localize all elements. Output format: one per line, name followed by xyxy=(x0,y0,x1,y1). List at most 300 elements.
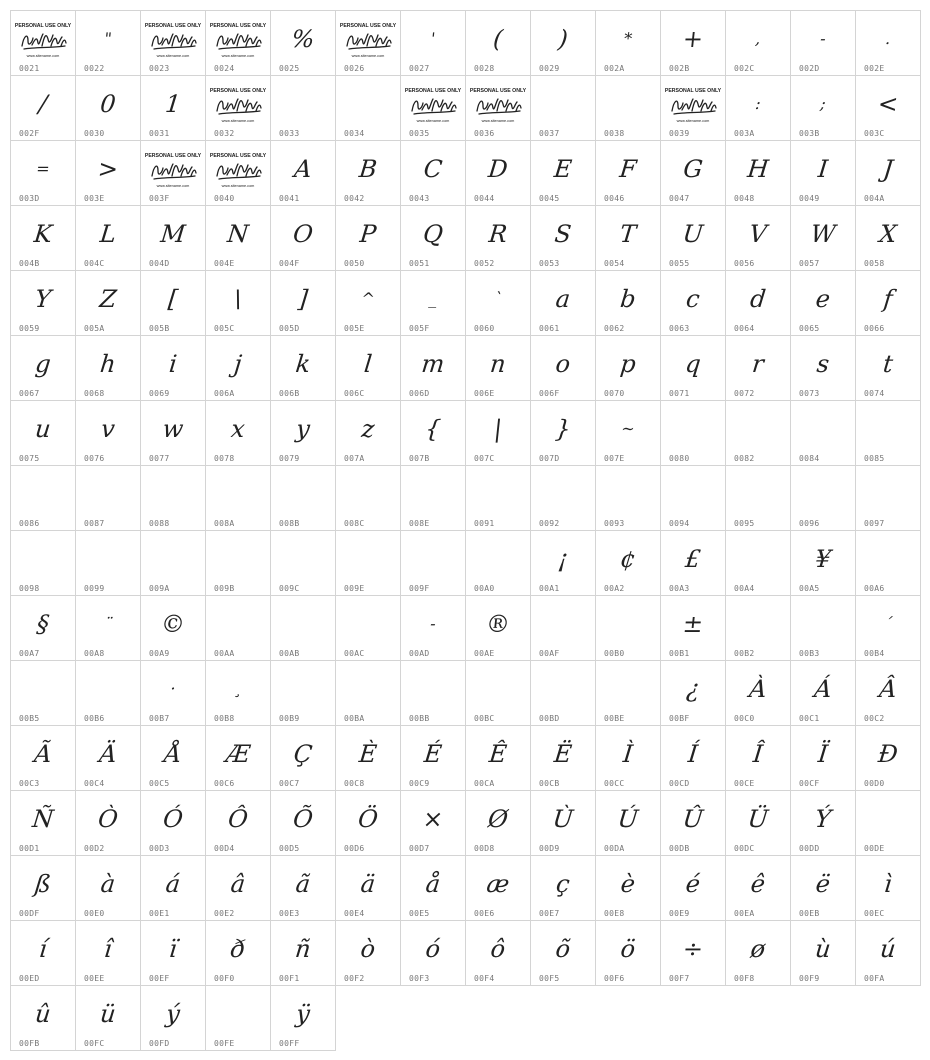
glyph-cell xyxy=(595,140,661,206)
glyph-sample: Æ xyxy=(224,740,252,768)
glyph-code-label: 00FB xyxy=(19,1039,40,1048)
glyph-code-label: 00EE xyxy=(84,974,105,983)
glyph-sample xyxy=(74,472,143,516)
glyph-sample: i xyxy=(167,350,179,378)
glyph-sample xyxy=(9,472,78,516)
glyph-code-label: 00D2 xyxy=(84,844,105,853)
glyph-code-label: 0099 xyxy=(84,584,105,593)
glyph-code-label: 00E2 xyxy=(214,909,235,918)
glyph-code-label: 0049 xyxy=(799,194,820,203)
glyph-cell xyxy=(790,595,856,661)
glyph-cell xyxy=(10,10,76,76)
glyph-sample: Ë xyxy=(552,740,574,768)
glyph-code-label: 009B xyxy=(214,584,235,593)
glyph-cell xyxy=(660,400,726,466)
glyph-cell xyxy=(790,660,856,726)
glyph-cell xyxy=(595,400,661,466)
glyph-cell xyxy=(75,205,141,271)
watermark-stamp xyxy=(210,84,266,124)
glyph-code-label: 0082 xyxy=(734,454,755,463)
glyph-code-label: 0045 xyxy=(539,194,560,203)
glyph-cell xyxy=(790,10,856,76)
glyph-cell xyxy=(725,400,791,466)
glyph-sample: , xyxy=(754,29,762,48)
glyph-cell xyxy=(530,10,596,76)
glyph-code-label: 0094 xyxy=(669,519,690,528)
glyph-cell xyxy=(660,75,726,141)
glyph-cell xyxy=(270,985,336,1051)
glyph-code-label: 002A xyxy=(604,64,625,73)
glyph-cell xyxy=(140,10,206,76)
glyph-cell xyxy=(335,270,401,336)
glyph-code-label: 0079 xyxy=(279,454,300,463)
glyph-cell xyxy=(855,10,921,76)
glyph-cell xyxy=(465,205,531,271)
glyph-cell xyxy=(75,725,141,791)
glyph-cell xyxy=(205,205,271,271)
glyph-sample: 0 xyxy=(98,90,118,118)
glyph-sample xyxy=(334,537,403,581)
watermark-line2: www.sitename.com xyxy=(221,184,255,188)
glyph-code-label: 0091 xyxy=(474,519,495,528)
glyph-cell xyxy=(10,335,76,401)
glyph-code-label: 009A xyxy=(149,584,170,593)
glyph-cell xyxy=(10,660,76,726)
glyph-cell xyxy=(855,660,921,726)
glyph-code-label: 0050 xyxy=(344,259,365,268)
glyph-code-label: 00C1 xyxy=(799,714,820,723)
glyph-cell xyxy=(335,140,401,206)
glyph-code-label: 00A6 xyxy=(864,584,885,593)
glyph-sample: t xyxy=(881,350,895,378)
glyph-code-label: 0040 xyxy=(214,194,235,203)
glyph-cell xyxy=(855,205,921,271)
glyph-cell xyxy=(855,465,921,531)
glyph-code-label: 0095 xyxy=(734,519,755,528)
glyph-sample xyxy=(204,992,273,1036)
glyph-sample xyxy=(74,667,143,711)
watermark-line2: www.sitename.com xyxy=(351,54,385,58)
glyph-grid xyxy=(10,10,920,1050)
glyph-cell xyxy=(660,920,726,986)
glyph-code-label: 003C xyxy=(864,129,885,138)
glyph-sample: ð xyxy=(229,935,247,963)
glyph-sample xyxy=(399,472,468,516)
glyph-sample xyxy=(204,472,273,516)
glyph-sample: v xyxy=(99,415,117,443)
glyph-cell xyxy=(10,400,76,466)
glyph-code-label: 00D9 xyxy=(539,844,560,853)
glyph-code-label: 0068 xyxy=(84,389,105,398)
glyph-cell xyxy=(595,595,661,661)
glyph-cell xyxy=(205,790,271,856)
glyph-cell xyxy=(75,465,141,531)
glyph-sample: Q xyxy=(421,220,445,248)
glyph-cell xyxy=(400,75,466,141)
glyph-sample: T xyxy=(618,220,638,248)
glyph-code-label: 00ED xyxy=(19,974,40,983)
glyph-cell xyxy=(140,985,206,1051)
glyph-cell xyxy=(660,595,726,661)
glyph-sample: ú xyxy=(878,935,898,963)
glyph-cell xyxy=(530,855,596,921)
glyph-cell xyxy=(790,530,856,596)
glyph-code-label: 0056 xyxy=(734,259,755,268)
glyph-sample: Ì xyxy=(621,740,635,768)
glyph-cell xyxy=(855,595,921,661)
glyph-cell xyxy=(465,10,531,76)
glyph-code-label: 00B8 xyxy=(214,714,235,723)
watermark-stamp xyxy=(340,19,396,59)
glyph-sample: O xyxy=(291,220,315,248)
glyph-sample: ´ xyxy=(883,614,894,633)
glyph-code-label: 006B xyxy=(279,389,300,398)
glyph-sample xyxy=(269,602,338,646)
glyph-sample: ¢ xyxy=(618,545,638,573)
glyph-cell xyxy=(270,660,336,726)
glyph-cell xyxy=(140,725,206,791)
glyph-code-label: 005A xyxy=(84,324,105,333)
glyph-cell xyxy=(205,920,271,986)
glyph-cell xyxy=(335,790,401,856)
glyph-cell xyxy=(855,75,921,141)
glyph-cell xyxy=(465,75,531,141)
glyph-cell xyxy=(75,985,141,1051)
glyph-sample xyxy=(204,537,273,581)
glyph-code-label: 007A xyxy=(344,454,365,463)
glyph-cell xyxy=(725,530,791,596)
glyph-sample: % xyxy=(290,25,316,53)
glyph-sample: ) xyxy=(556,25,570,53)
glyph-cell xyxy=(270,400,336,466)
glyph-sample xyxy=(9,537,78,581)
glyph-cell xyxy=(335,465,401,531)
watermark-logo xyxy=(477,99,521,114)
glyph-cell xyxy=(335,595,401,661)
glyph-code-label: 00B1 xyxy=(669,649,690,658)
glyph-code-label: 0038 xyxy=(604,129,625,138)
glyph-sample xyxy=(789,602,858,646)
glyph-cell xyxy=(725,205,791,271)
glyph-cell xyxy=(790,465,856,531)
glyph-sample: \ xyxy=(232,285,244,313)
glyph-sample: ÷ xyxy=(681,935,705,963)
glyph-sample: " xyxy=(103,29,113,48)
glyph-code-label: 0086 xyxy=(19,519,40,528)
glyph-cell xyxy=(270,335,336,401)
glyph-code-label: 00BF xyxy=(669,714,690,723)
glyph-sample: X xyxy=(877,220,899,248)
glyph-sample: ; xyxy=(819,94,827,113)
watermark-logo xyxy=(22,34,66,49)
glyph-code-label: 0052 xyxy=(474,259,495,268)
glyph-sample: ï xyxy=(167,935,179,963)
glyph-cell xyxy=(400,920,466,986)
glyph-cell xyxy=(855,140,921,206)
glyph-sample: ~ xyxy=(620,419,636,438)
glyph-sample: = xyxy=(35,159,51,178)
glyph-code-label: 0046 xyxy=(604,194,625,203)
glyph-cell xyxy=(725,270,791,336)
glyph-sample xyxy=(529,602,598,646)
glyph-cell xyxy=(205,465,271,531)
glyph-code-label: 00E7 xyxy=(539,909,560,918)
watermark-line1: PERSONAL USE ONLY xyxy=(145,153,201,159)
glyph-sample: N xyxy=(226,220,250,248)
watermark-stamp xyxy=(470,84,526,124)
glyph-code-label: 006F xyxy=(539,389,560,398)
glyph-code-label: 003F xyxy=(149,194,170,203)
glyph-code-label: 00DE xyxy=(864,844,885,853)
glyph-code-label: 003D xyxy=(19,194,40,203)
glyph-sample xyxy=(659,407,728,451)
glyph-cell xyxy=(530,140,596,206)
glyph-cell xyxy=(530,465,596,531)
glyph-sample: h xyxy=(98,350,118,378)
watermark-stamp-graphic xyxy=(210,149,266,189)
glyph-code-label: 00E3 xyxy=(279,909,300,918)
glyph-cell xyxy=(660,465,726,531)
glyph-code-label: 00A7 xyxy=(19,649,40,658)
glyph-cell xyxy=(270,205,336,271)
glyph-sample: : xyxy=(754,94,762,113)
glyph-code-label: 009C xyxy=(279,584,300,593)
glyph-cell xyxy=(855,335,921,401)
watermark-stamp-graphic xyxy=(145,19,201,59)
glyph-sample: * xyxy=(623,29,634,48)
glyph-code-label: 004F xyxy=(279,259,300,268)
glyph-code-label: 00E0 xyxy=(84,909,105,918)
glyph-code-label: 0073 xyxy=(799,389,820,398)
glyph-code-label: 00D1 xyxy=(19,844,40,853)
glyph-sample: R xyxy=(487,220,509,248)
glyph-code-label: 00E4 xyxy=(344,909,365,918)
glyph-code-label: 0060 xyxy=(474,324,495,333)
glyph-sample xyxy=(334,667,403,711)
glyph-code-label: 003B xyxy=(799,129,820,138)
glyph-code-label: 008B xyxy=(279,519,300,528)
glyph-cell xyxy=(140,530,206,596)
glyph-code-label: 003E xyxy=(84,194,105,203)
glyph-code-label: 00E8 xyxy=(604,909,625,918)
glyph-cell xyxy=(140,660,206,726)
glyph-sample: É xyxy=(422,740,444,768)
glyph-cell xyxy=(790,335,856,401)
watermark-line1: PERSONAL USE ONLY xyxy=(405,88,461,94)
glyph-cell xyxy=(595,855,661,921)
glyph-code-label: 0088 xyxy=(149,519,170,528)
glyph-sample xyxy=(269,667,338,711)
watermark-stamp xyxy=(210,19,266,59)
glyph-cell xyxy=(790,920,856,986)
glyph-cell xyxy=(790,270,856,336)
glyph-code-label: 00A3 xyxy=(669,584,690,593)
watermark-logo xyxy=(217,99,261,114)
glyph-code-label: 008C xyxy=(344,519,365,528)
glyph-cell xyxy=(595,75,661,141)
glyph-code-label: 007D xyxy=(539,454,560,463)
glyph-cell xyxy=(335,205,401,271)
glyph-cell xyxy=(140,855,206,921)
watermark-line2: www.sitename.com xyxy=(221,54,255,58)
glyph-cell xyxy=(270,270,336,336)
glyph-sample: Ð xyxy=(876,740,900,768)
watermark-stamp xyxy=(145,19,201,59)
glyph-code-label: 0071 xyxy=(669,389,690,398)
watermark-line1: PERSONAL USE ONLY xyxy=(145,23,201,29)
glyph-sample: K xyxy=(32,220,54,248)
glyph-sample: Ý xyxy=(813,805,833,833)
watermark-stamp-graphic xyxy=(665,84,721,124)
glyph-code-label: 0057 xyxy=(799,259,820,268)
glyph-sample: [ xyxy=(166,285,180,313)
glyph-code-label: 00A9 xyxy=(149,649,170,658)
glyph-sample xyxy=(269,537,338,581)
glyph-cell xyxy=(400,335,466,401)
glyph-sample: e xyxy=(814,285,832,313)
glyph-cell xyxy=(205,335,271,401)
glyph-cell xyxy=(270,855,336,921)
glyph-sample: q xyxy=(683,350,703,378)
glyph-cell xyxy=(725,10,791,76)
glyph-sample xyxy=(854,797,923,841)
glyph-cell xyxy=(660,790,726,856)
glyph-sample: ô xyxy=(489,935,507,963)
glyph-sample: ß xyxy=(33,870,53,898)
glyph-code-label: 0064 xyxy=(734,324,755,333)
glyph-code-label: 0030 xyxy=(84,129,105,138)
glyph-cell xyxy=(10,465,76,531)
glyph-cell xyxy=(530,790,596,856)
glyph-code-label: 0037 xyxy=(539,129,560,138)
glyph-code-label: 0067 xyxy=(19,389,40,398)
glyph-cell xyxy=(10,205,76,271)
glyph-sample: Ó xyxy=(161,805,185,833)
glyph-code-label: 0042 xyxy=(344,194,365,203)
glyph-cell xyxy=(790,140,856,206)
glyph-cell xyxy=(75,595,141,661)
glyph-cell xyxy=(660,10,726,76)
glyph-cell xyxy=(75,790,141,856)
glyph-sample: + xyxy=(681,25,705,53)
glyph-cell xyxy=(465,140,531,206)
glyph-sample: Ç xyxy=(292,740,314,768)
watermark-stamp-graphic xyxy=(470,84,526,124)
glyph-cell xyxy=(75,530,141,596)
glyph-code-label: 00F5 xyxy=(539,974,560,983)
glyph-code-label: 00BD xyxy=(539,714,560,723)
glyph-code-label: 00F1 xyxy=(279,974,300,983)
watermark-line2: www.sitename.com xyxy=(156,184,190,188)
glyph-code-label: 00E5 xyxy=(409,909,430,918)
glyph-code-label: 00DD xyxy=(799,844,820,853)
glyph-sample: ñ xyxy=(293,935,313,963)
glyph-sample: Ô xyxy=(226,805,250,833)
glyph-cell xyxy=(270,790,336,856)
glyph-cell xyxy=(10,855,76,921)
glyph-code-label: 0093 xyxy=(604,519,625,528)
glyph-cell xyxy=(75,920,141,986)
glyph-code-label: 002B xyxy=(669,64,690,73)
glyph-sample: ò xyxy=(359,935,377,963)
glyph-cell xyxy=(465,530,531,596)
glyph-sample xyxy=(9,667,78,711)
glyph-code-label: 0035 xyxy=(409,129,430,138)
glyph-sample: m xyxy=(420,350,446,378)
glyph-sample xyxy=(724,472,793,516)
glyph-cell xyxy=(140,400,206,466)
glyph-sample: £ xyxy=(683,545,703,573)
glyph-code-label: 00EB xyxy=(799,909,820,918)
glyph-code-label: 00DF xyxy=(19,909,40,918)
glyph-sample: S xyxy=(553,220,573,248)
glyph-cell xyxy=(400,790,466,856)
glyph-sample: { xyxy=(423,415,443,443)
glyph-sample: C xyxy=(422,155,444,183)
glyph-code-label: 0043 xyxy=(409,194,430,203)
glyph-code-label: 00C9 xyxy=(409,779,430,788)
glyph-cell xyxy=(140,270,206,336)
glyph-cell xyxy=(595,530,661,596)
watermark-stamp-graphic xyxy=(210,84,266,124)
glyph-code-label: 00FF xyxy=(279,1039,300,1048)
glyph-sample: P xyxy=(358,220,378,248)
glyph-code-label: 00D7 xyxy=(409,844,430,853)
glyph-code-label: 00D3 xyxy=(149,844,170,853)
glyph-sample xyxy=(334,472,403,516)
glyph-code-label: 008E xyxy=(409,519,430,528)
glyph-cell xyxy=(465,335,531,401)
glyph-sample: B xyxy=(357,155,379,183)
glyph-code-label: 006D xyxy=(409,389,430,398)
glyph-code-label: 00F3 xyxy=(409,974,430,983)
glyph-sample xyxy=(529,82,598,126)
glyph-cell xyxy=(725,790,791,856)
glyph-cell xyxy=(855,790,921,856)
glyph-code-label: 00FA xyxy=(864,974,885,983)
glyph-code-label: 0022 xyxy=(84,64,105,73)
glyph-cell xyxy=(335,725,401,791)
glyph-code-label: 0026 xyxy=(344,64,365,73)
glyph-code-label: 005C xyxy=(214,324,235,333)
glyph-code-label: 0076 xyxy=(84,454,105,463)
glyph-code-label: 00B5 xyxy=(19,714,40,723)
glyph-cell xyxy=(465,400,531,466)
watermark-logo xyxy=(152,164,196,179)
glyph-sample: E xyxy=(552,155,574,183)
watermark-stamp xyxy=(405,84,461,124)
glyph-sample xyxy=(399,667,468,711)
glyph-sample xyxy=(529,667,598,711)
glyph-code-label: 0061 xyxy=(539,324,560,333)
glyph-code-label: 00D5 xyxy=(279,844,300,853)
glyph-sample: D xyxy=(486,155,510,183)
glyph-sample: } xyxy=(553,415,573,443)
watermark-logo xyxy=(217,164,261,179)
glyph-sample: / xyxy=(37,90,49,118)
glyph-sample: Å xyxy=(162,740,184,768)
glyph-sample: ( xyxy=(491,25,505,53)
glyph-code-label: 009E xyxy=(344,584,365,593)
glyph-code-label: 0033 xyxy=(279,129,300,138)
glyph-code-label: 00A4 xyxy=(734,584,755,593)
glyph-code-label: 005D xyxy=(279,324,300,333)
glyph-code-label: 00B4 xyxy=(864,649,885,658)
glyph-code-label: 0051 xyxy=(409,259,430,268)
watermark-stamp-graphic xyxy=(340,19,396,59)
glyph-code-label: 00EC xyxy=(864,909,885,918)
glyph-code-label: 00BC xyxy=(474,714,495,723)
